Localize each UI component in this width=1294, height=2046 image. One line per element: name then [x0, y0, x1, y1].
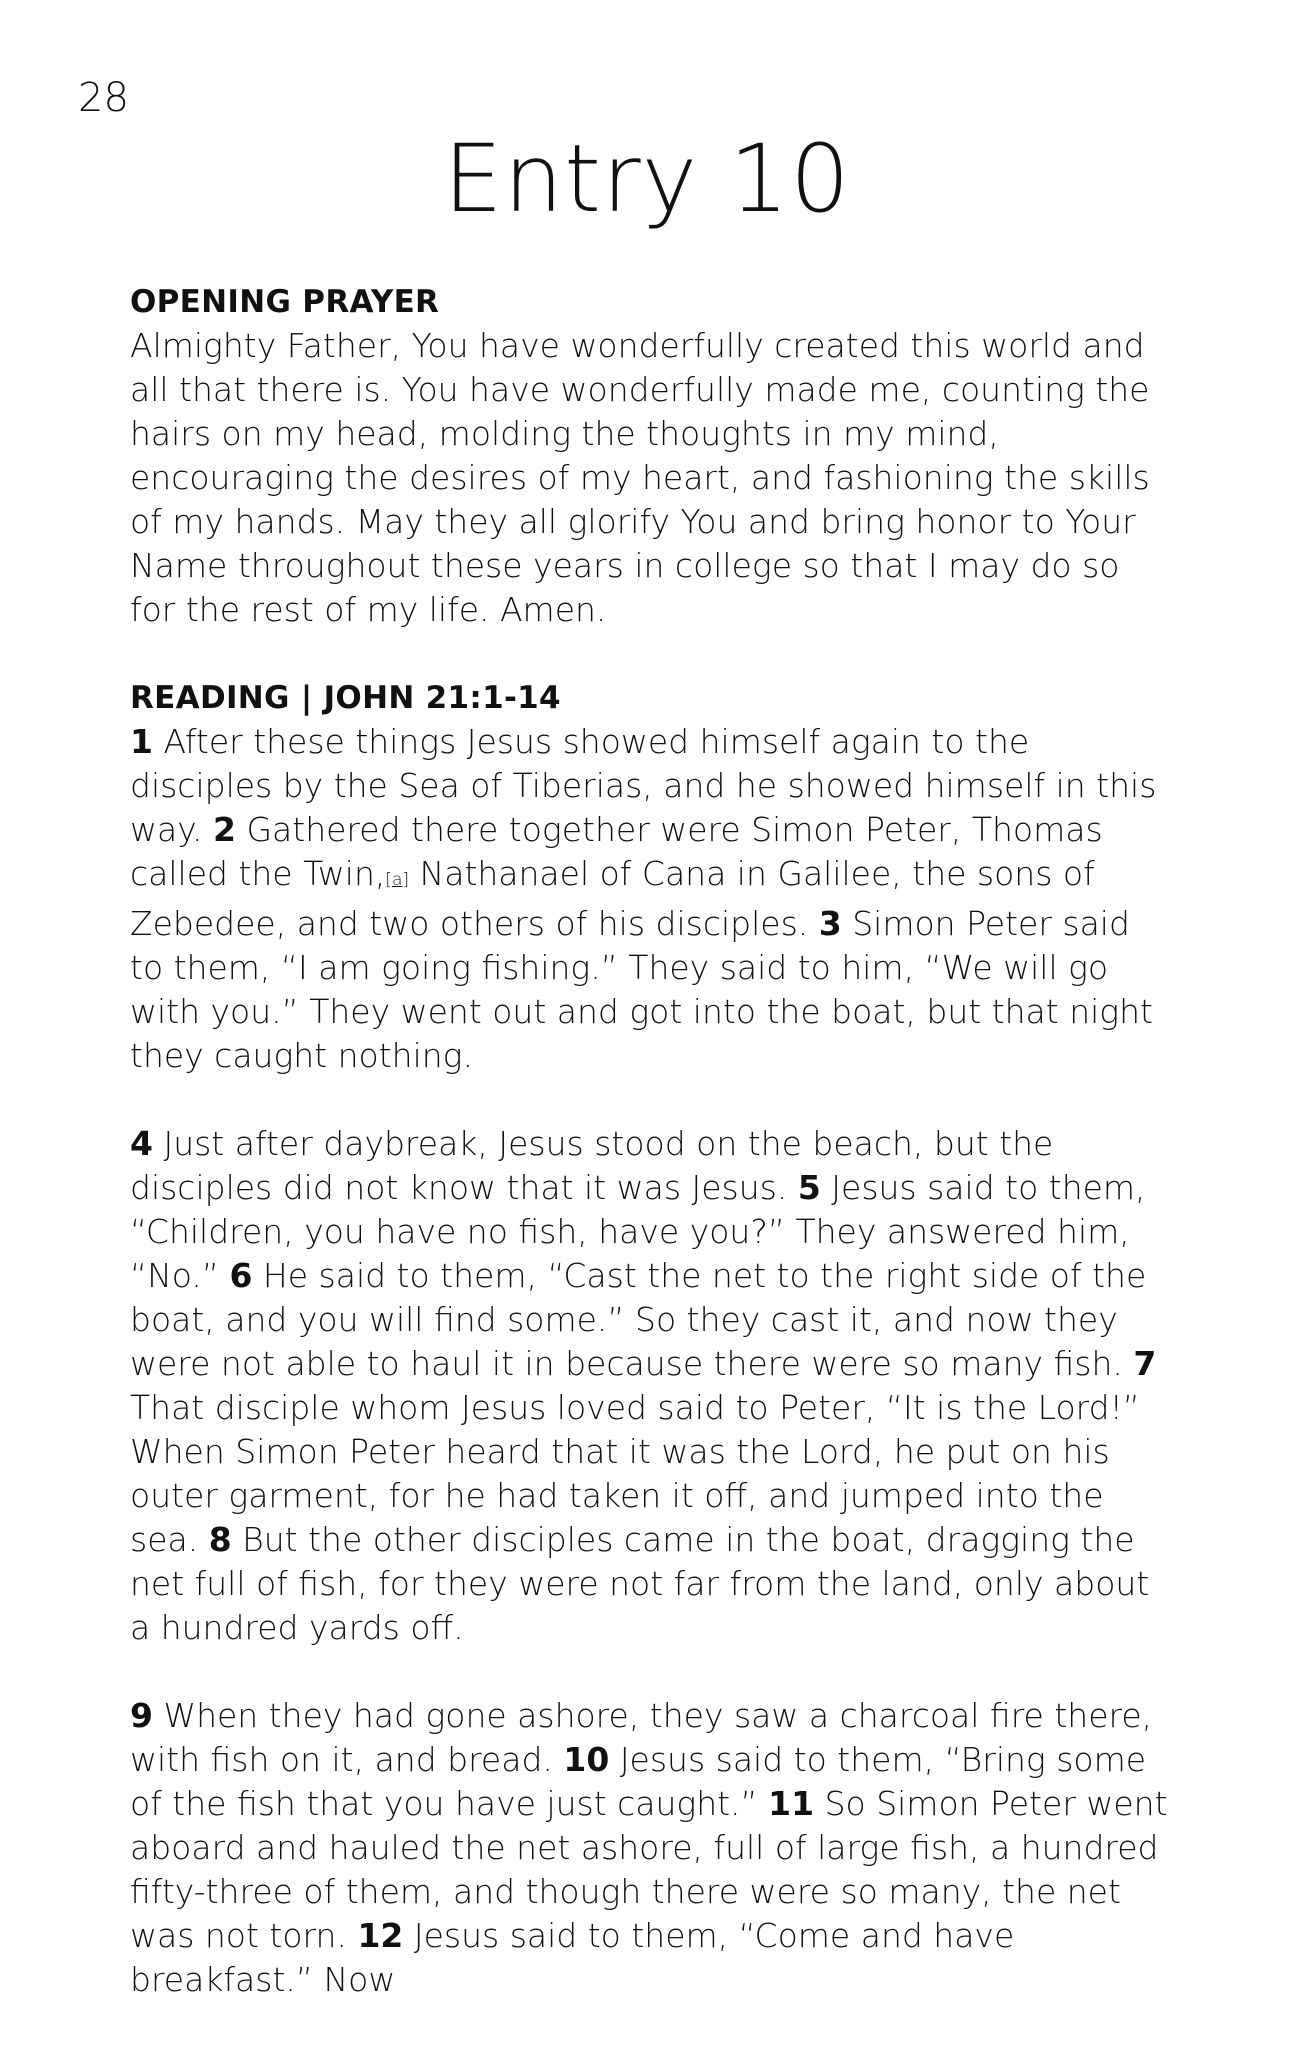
verse-number: 9: [130, 1696, 153, 1735]
opening-prayer-section: [130, 280, 1170, 632]
reading-section: [130, 676, 1170, 2002]
verse-text: Just after daybreak, Jesus stood on the beach, but the disciples did not know that it was Jesus.: [130, 1124, 1054, 1207]
verse-number: 12: [357, 1916, 404, 1955]
opening-prayer-text: Almighty Father, You have wonderfully created this world and all that there is. You have wonderfully made me, counting the hairs on my head, molding the thoughts in my mind, encouraging the desires of my heart, and fashioning the skills of my hands. May they all glorify You and bring honor to Your Name throughout these years in college so that I may do so for the rest of my life. Amen.: [130, 326, 1150, 629]
reading-paragraph-3: [130, 1694, 1170, 2002]
verse-number: 7: [1133, 1344, 1157, 1383]
entry-content: [130, 280, 1170, 2046]
verse-text: Nathanael of Cana in Galilee, the sons of Zebedee, and two others of his disciples.: [130, 854, 1095, 943]
page-number: 28: [78, 75, 129, 121]
verse-number: 11: [768, 1784, 815, 1823]
opening-prayer-heading: OPENING PRAYER: [130, 284, 440, 320]
verse-number: 5: [797, 1168, 821, 1207]
page-title: Entry 10: [443, 125, 851, 234]
verse-text: Jesus said to them, “Come and have breakfast.” Now: [130, 1916, 1015, 1999]
verse-number: 6: [229, 1256, 253, 1295]
verse-text: After these things Jesus showed himself again to the disciples by the Sea of Tiberias, and he showed himself in this way.: [130, 722, 1157, 849]
verse-number: 8: [208, 1520, 232, 1559]
verse-number: 4: [130, 1124, 153, 1163]
verse-number: 1: [130, 722, 153, 761]
footnote-link[interactable]: [a]: [385, 870, 410, 890]
verse-text: When they had gone ashore, they saw a charcoal fire there, with fish on it, and bread.: [130, 1696, 1153, 1779]
reading-paragraph-2: [130, 1122, 1170, 1650]
reading-heading: READING | JOHN 21:1-14: [130, 680, 561, 716]
verse-text: Gathered there together were Simon Peter, Thomas called the Twin,: [130, 810, 1103, 893]
verse-text: So Simon Peter went aboard and hauled the net ashore, full of large fish, a hundred fifty-three of them, and though there were so many, the net was not torn.: [130, 1784, 1168, 1955]
reading-paragraph-1: [130, 720, 1170, 1078]
verse-number: 2: [213, 810, 236, 849]
verse-text: That disciple whom Jesus loved said to Peter, “It is the Lord!” When Simon Peter heard that it was the Lord, he put on his outer garment, for he had taken it off, and jumped into the sea.: [130, 1388, 1140, 1559]
verse-text: Simon Peter said to them, “I am going fishing.” They said to him, “We will go with you.” They went out and got into the boat, but that night they caught nothing.: [130, 904, 1153, 1075]
verse-number: 10: [563, 1740, 610, 1779]
verse-text: But the other disciples came in the boat, dragging the net full of fish, for they were not far from the land, only about a hundred yards off.: [130, 1520, 1150, 1647]
verse-text: Jesus said to them, “Bring some of the fish that you have just caught.”: [130, 1740, 1147, 1823]
verse-text: He said to them, “Cast the net to the right side of the boat, and you will find some.” So they cast it, and now they were not able to haul it in because there were so many fish.: [130, 1256, 1147, 1383]
verse-text: Jesus said to them, “Children, you have no fish, have you?” They answered him, “No.”: [130, 1168, 1146, 1295]
verse-number: 3: [818, 904, 842, 943]
